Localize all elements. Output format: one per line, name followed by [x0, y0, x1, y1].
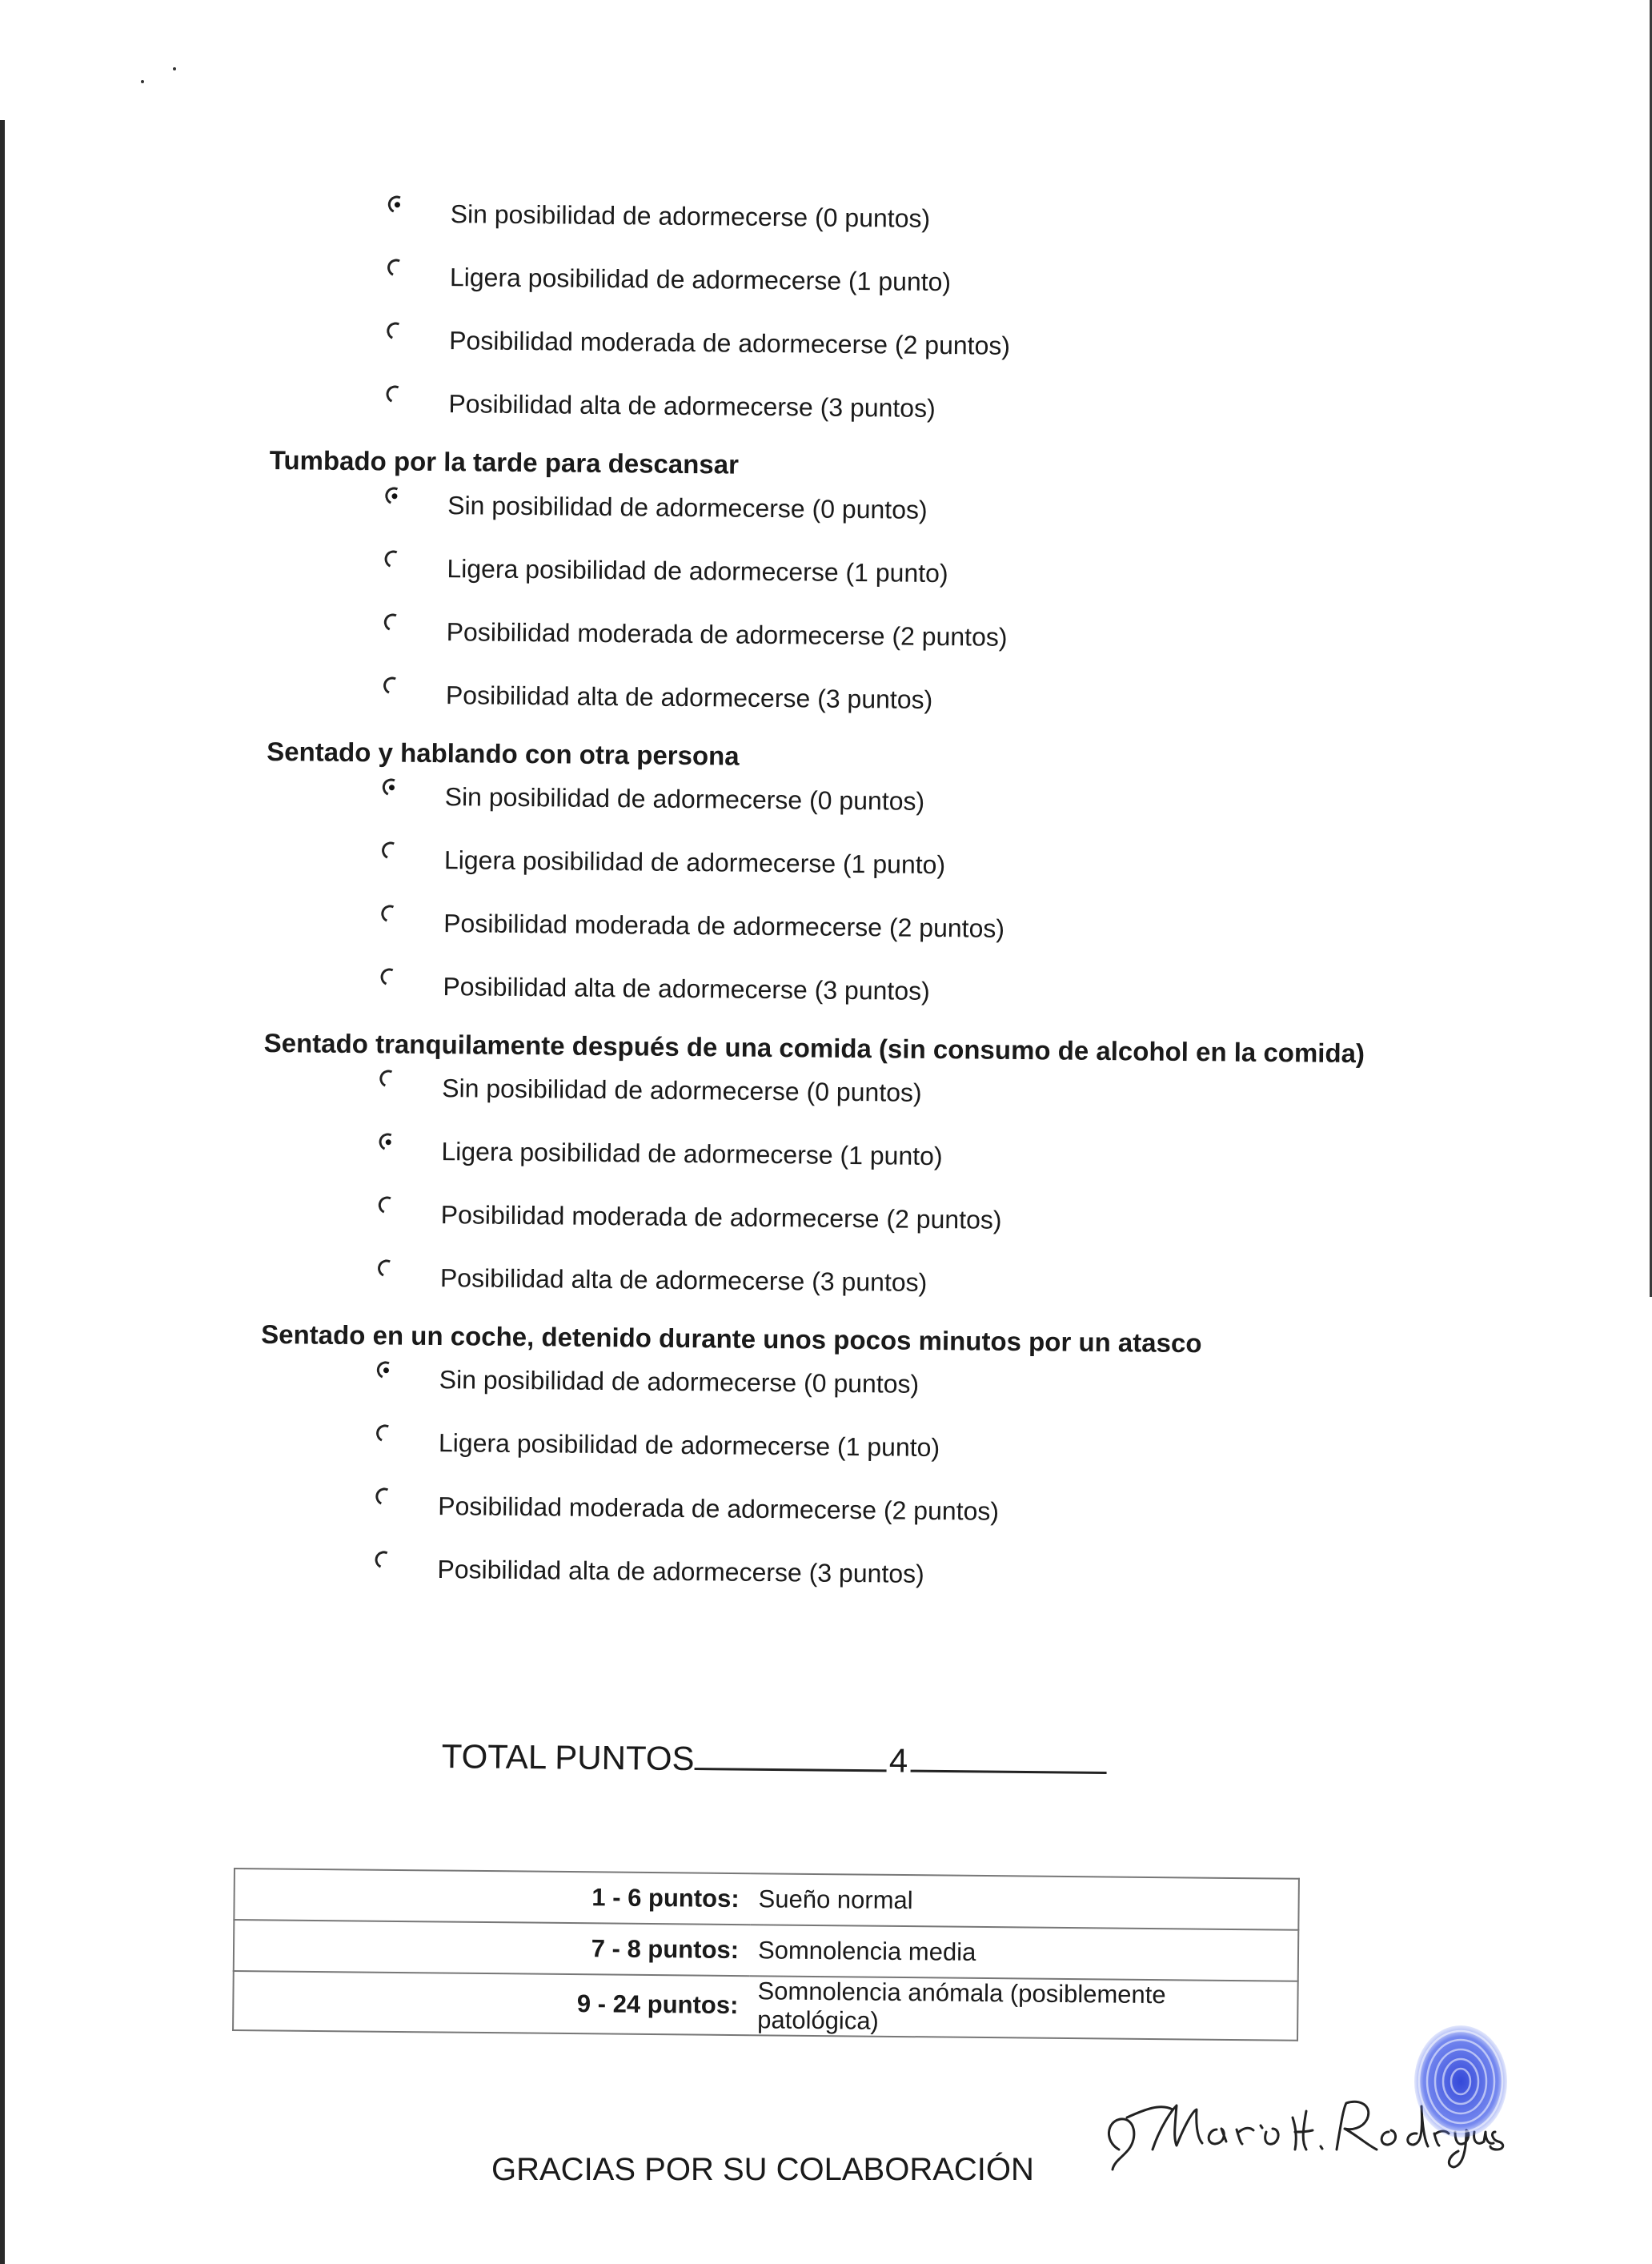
radio-unchecked-icon[interactable] [384, 383, 407, 405]
scale-description: Somnolencia media [750, 1925, 1299, 1981]
radio-unchecked-icon[interactable] [385, 256, 407, 279]
option-label: Sin posibilidad de adormecerse (0 puntos) [444, 782, 925, 816]
radio-checked-icon[interactable] [380, 776, 403, 798]
fingerprint-stamp [1409, 2021, 1513, 2142]
radio-unchecked-icon[interactable] [375, 1257, 398, 1279]
question-title: Sentado en un coche, detenido durante unos pocos minutos por un atasco [261, 1319, 1202, 1359]
answer-option[interactable] [376, 1418, 1397, 1491]
radio-unchecked-icon[interactable] [379, 965, 401, 988]
answer-option[interactable] [376, 1355, 1397, 1427]
option-label: Posibilidad moderada de adormecerse (2 puntos) [443, 909, 1005, 943]
speck [141, 80, 144, 83]
scale-range: 7 - 8 puntos: [234, 1920, 751, 1976]
scale-description: Sueño normal [750, 1873, 1299, 1930]
answer-option[interactable] [387, 252, 1408, 325]
total-underline [910, 1738, 1106, 1774]
answer-option[interactable] [375, 1481, 1397, 1554]
answer-option[interactable] [378, 1190, 1399, 1262]
radio-unchecked-icon[interactable] [382, 611, 404, 633]
option-label: Posibilidad alta de adormecerse (3 puntos) [437, 1555, 924, 1588]
answer-option[interactable] [386, 379, 1407, 452]
answer-option[interactable] [383, 670, 1404, 743]
radio-unchecked-icon[interactable] [373, 1548, 395, 1571]
option-label: Ligera posibilidad de adormecerse (1 punto) [443, 845, 946, 880]
option-label: Posibilidad alta de adormecerse (3 puntos) [445, 680, 933, 714]
question-title: Tumbado por la tarde para descansar [269, 444, 740, 480]
answer-option[interactable] [379, 1063, 1401, 1136]
option-label: Sin posibilidad de adormecerse (0 puntos) [447, 491, 928, 524]
answer-option[interactable] [381, 835, 1402, 908]
scale-range: 1 - 6 puntos: [234, 1869, 751, 1925]
radio-unchecked-icon[interactable] [376, 1194, 399, 1216]
option-label: Ligera posibilidad de adormecerse (1 punto) [447, 554, 948, 588]
answer-option[interactable] [375, 1544, 1396, 1617]
option-label: Ligera posibilidad de adormecerse (1 punto) [438, 1428, 940, 1463]
radio-unchecked-icon[interactable] [377, 1067, 399, 1090]
radio-checked-icon[interactable] [386, 193, 408, 215]
answer-option[interactable] [387, 189, 1409, 262]
radio-checked-icon[interactable] [383, 484, 405, 507]
scan-edge [0, 120, 5, 2264]
radio-unchecked-icon[interactable] [384, 319, 407, 342]
option-label: Posibilidad moderada de adormecerse (2 puntos) [440, 1200, 1002, 1234]
option-label: Posibilidad alta de adormecerse (3 puntos) [443, 972, 930, 1006]
option-label: Ligera posibilidad de adormecerse (1 punto) [441, 1137, 943, 1171]
radio-unchecked-icon[interactable] [383, 548, 405, 570]
answer-option[interactable] [383, 607, 1405, 680]
option-label: Posibilidad moderada de adormecerse (2 puntos) [449, 326, 1011, 360]
radio-unchecked-icon[interactable] [381, 674, 403, 696]
scale-description: Somnolencia anómala (posiblemente patológica) [749, 1976, 1298, 2041]
answer-option[interactable] [385, 480, 1406, 553]
radio-unchecked-icon[interactable] [374, 1422, 396, 1444]
radio-unchecked-icon[interactable] [379, 902, 401, 925]
answer-option[interactable] [382, 772, 1403, 845]
question-title: Sentado y hablando con otra persona [267, 736, 740, 771]
speck [173, 67, 176, 70]
radio-unchecked-icon[interactable] [373, 1485, 395, 1507]
total-underline [694, 1736, 886, 1772]
option-label: Sin posibilidad de adormecerse (0 puntos) [450, 199, 931, 233]
score-scale-table [232, 1868, 1300, 2041]
option-label: Posibilidad alta de adormecerse (3 puntos) [439, 1263, 928, 1297]
answer-option[interactable] [380, 961, 1401, 1034]
thanks-message: GRACIAS POR SU COLABORACIÓN [491, 2152, 1034, 2187]
total-value: 4 [888, 1741, 908, 1780]
answer-option[interactable] [379, 1126, 1400, 1199]
option-label: Posibilidad alta de adormecerse (3 puntos) [448, 389, 936, 423]
total-label: TOTAL PUNTOS [441, 1736, 695, 1778]
scale-range: 9 - 24 puntos: [233, 1971, 750, 2035]
answer-option[interactable] [384, 544, 1405, 616]
radio-unchecked-icon[interactable] [379, 839, 402, 861]
radio-checked-icon[interactable] [375, 1359, 397, 1381]
answer-option[interactable] [377, 1253, 1398, 1326]
option-label: Posibilidad moderada de adormecerse (2 puntos) [446, 617, 1008, 652]
question-title: Sentado tranquilamente después de una comida (sin consumo de alcohol en la comida) [263, 1027, 1365, 1069]
option-label: Sin posibilidad de adormecerse (0 puntos) [442, 1074, 922, 1107]
answer-option[interactable] [387, 315, 1408, 388]
answer-option[interactable] [381, 898, 1402, 971]
option-label: Ligera posibilidad de adormecerse (1 punto) [449, 263, 952, 297]
total-points [441, 1733, 1106, 1782]
questionnaire [259, 188, 1409, 1618]
option-label: Sin posibilidad de adormecerse (0 puntos) [439, 1365, 920, 1399]
signature-text: Mario M. Rodrigues [1097, 2182, 1167, 2190]
radio-checked-icon[interactable] [377, 1130, 399, 1153]
option-label: Posibilidad moderada de adormecerse (2 puntos) [438, 1491, 1000, 1526]
